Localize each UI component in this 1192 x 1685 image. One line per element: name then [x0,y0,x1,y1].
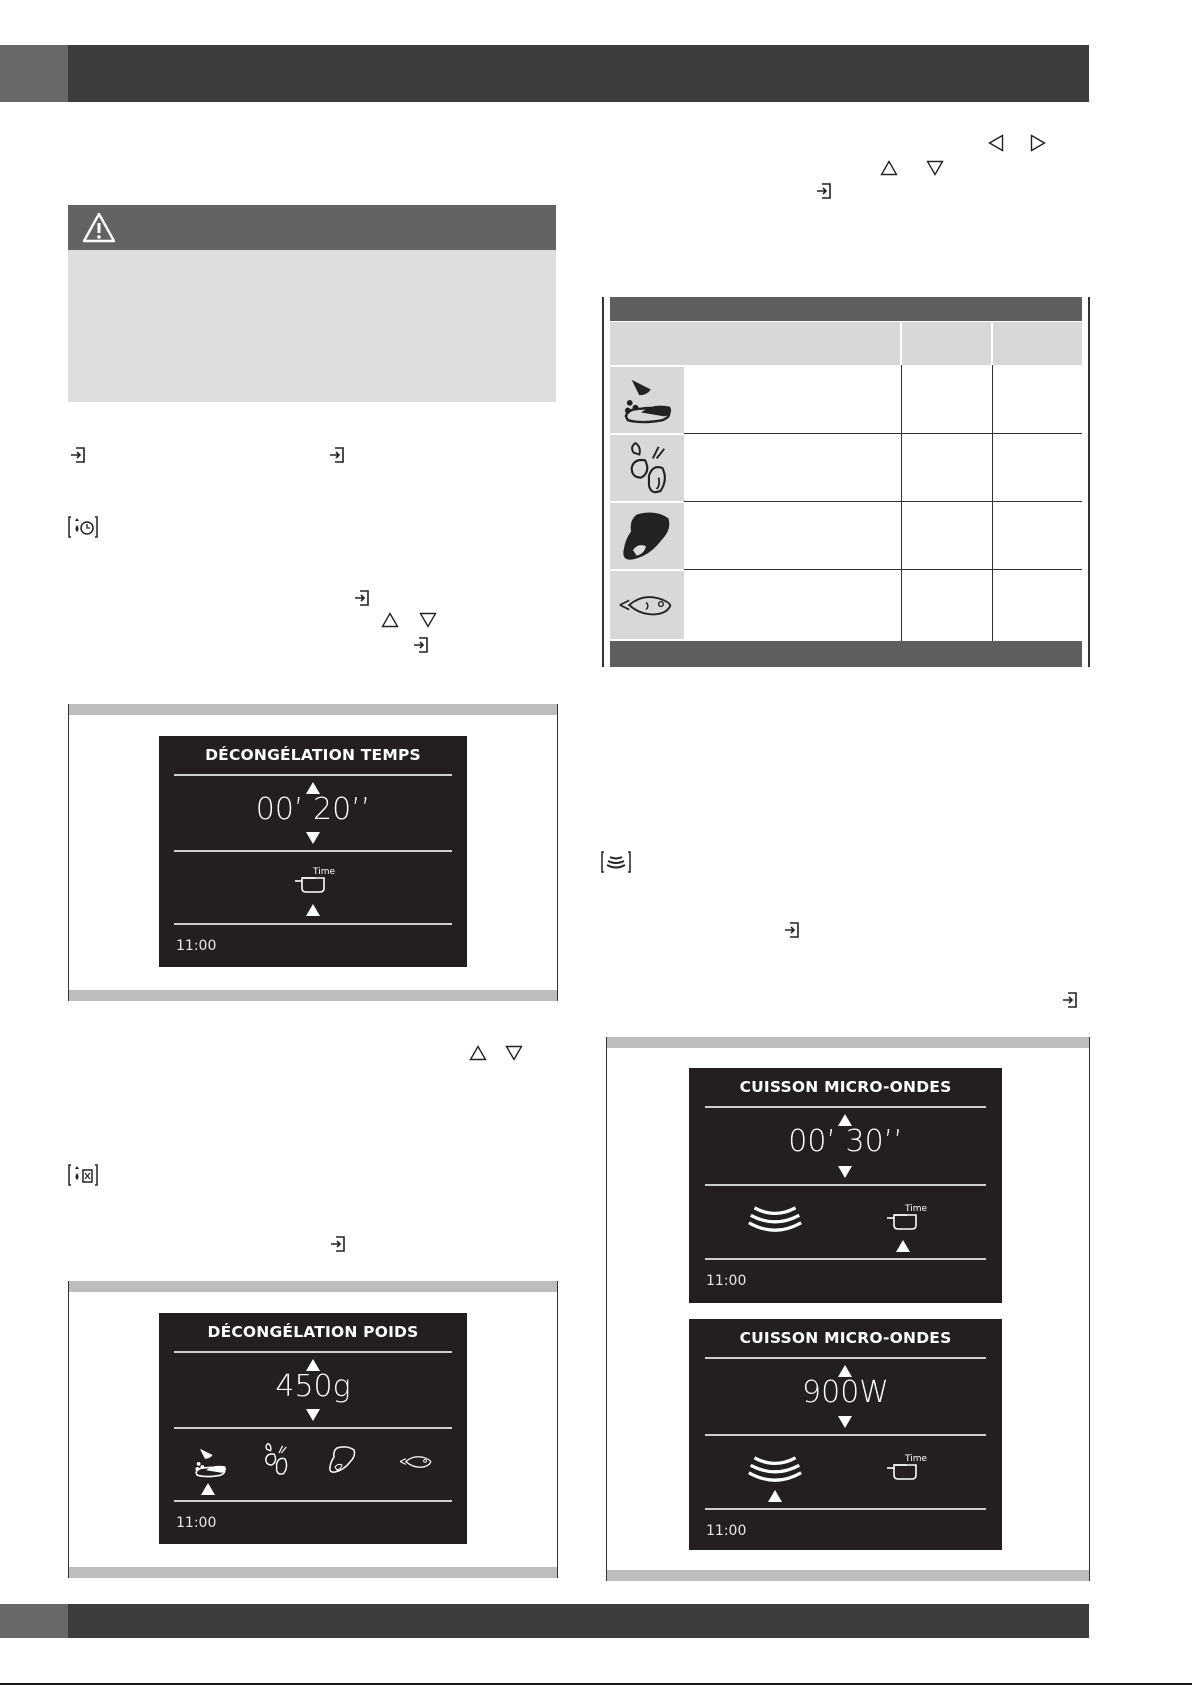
timer-label: Time [905,1454,928,1464]
confirm-icon [71,446,87,464]
lcd-clock: 11:00 [706,1273,747,1289]
table-row-line [684,433,1082,434]
bread-pizza-icon [618,376,676,424]
food-table [602,297,1090,667]
screen-panel-microwave [606,1037,1090,1581]
fish-icon [399,1453,433,1470]
lcd-title: CUISSON MICRO-ONDES [739,1329,952,1347]
arrow-up-icon [880,160,898,176]
lcd-title: CUISSON MICRO-ONDES [739,1078,952,1096]
confirm-icon [817,182,833,200]
header-bar [68,45,1089,102]
screen-panel-defrost-weight [68,1281,558,1578]
vegetables-icon [624,439,672,497]
table-row-line [684,569,1082,570]
confirm-icon [414,636,430,654]
timer-label: Time [313,867,336,877]
defrost-time-icon [68,515,98,539]
value-down-arrow-icon [838,1166,852,1178]
arrow-down-icon [926,160,944,176]
fish-icon [618,591,674,619]
selector-arrow-icon [768,1490,782,1502]
selector-arrow-icon [201,1483,215,1495]
warning-icon [82,212,116,243]
arrow-down-icon [419,612,437,628]
lcd-screen [159,1313,467,1544]
footer-tab [0,1604,68,1638]
confirm-icon [331,1235,347,1253]
arrow-down-icon [505,1045,523,1061]
table-header-cell [610,322,900,365]
table-header-cell [902,322,991,365]
value-down-arrow-icon [838,1416,852,1428]
lcd-clock: 11:00 [176,938,217,954]
arrow-up-icon [469,1045,487,1061]
lcd-clock: 11:00 [176,1515,217,1531]
selector-arrow-icon [306,904,320,916]
meat-icon [618,509,674,565]
table-bottom-bar [610,641,1082,667]
lcd-value: 00’ 30’’ [788,1124,903,1159]
confirm-icon [1063,991,1079,1009]
warning-box-header [68,205,556,250]
lcd-screen [689,1068,1002,1303]
table-col-line [992,365,993,641]
lcd-value: 900W [802,1375,889,1410]
table-row-line [684,501,1082,502]
microwave-waves-icon [747,1202,803,1236]
header-tab [0,45,68,102]
lcd-value: 00’ 20’’ [255,792,371,827]
meat-icon [327,1445,357,1475]
vegetables-icon [261,1441,291,1477]
microwave-icon [601,850,631,874]
table-top-bar [610,297,1082,321]
lcd-title: DÉCONGÉLATION POIDS [207,1323,419,1341]
microwave-waves-icon [747,1452,803,1486]
arrow-right-icon [1030,134,1046,152]
table-row-icon-cell [610,367,684,433]
arrow-up-icon [381,612,399,628]
lcd-screen [689,1319,1002,1550]
value-down-arrow-icon [306,1409,320,1421]
footer-bar [68,1604,1089,1638]
table-col-line [901,365,902,641]
defrost-weight-icon [68,1163,98,1187]
value-down-arrow-icon [306,832,320,844]
confirm-icon [330,446,346,464]
warning-box-body [68,250,556,402]
table-row-icon-cell [610,435,684,501]
lcd-title: DÉCONGÉLATION TEMPS [205,746,421,764]
table-header-cell [993,322,1082,365]
arrow-left-icon [988,134,1004,152]
selector-arrow-icon [896,1240,910,1252]
screen-panel-defrost-time [68,704,558,1001]
lcd-screen [159,736,467,967]
timer-label: Time [905,1204,928,1214]
table-row-icon-cell [610,571,684,639]
table-row-icon-cell [610,503,684,569]
bread-pizza-icon [191,1446,229,1478]
lcd-clock: 11:00 [706,1523,747,1539]
confirm-icon [785,921,801,939]
confirm-icon [355,589,371,607]
lcd-value: 450g [275,1369,351,1404]
